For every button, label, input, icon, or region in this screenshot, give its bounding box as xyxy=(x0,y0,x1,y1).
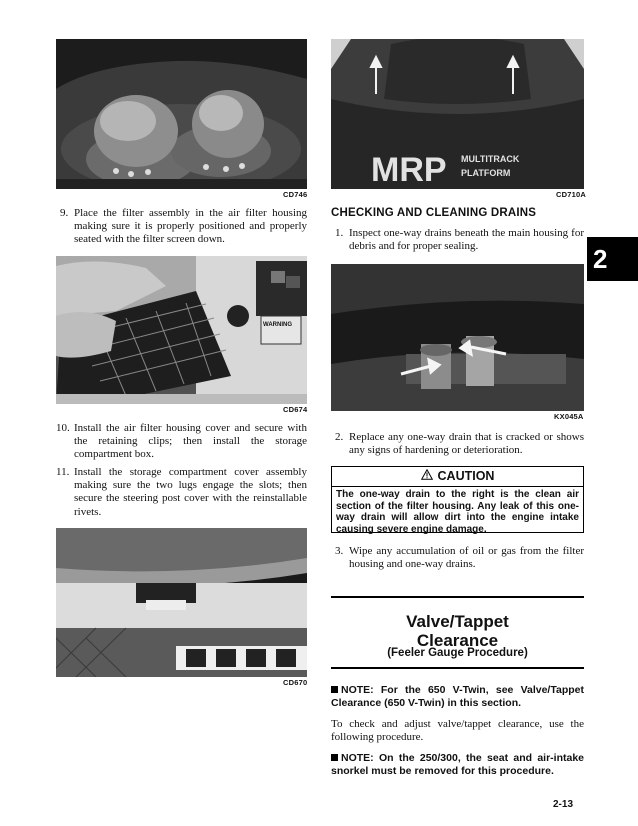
caution-box xyxy=(331,466,584,533)
figure-code: CD746 xyxy=(283,190,308,199)
drain-step-1 xyxy=(335,227,584,253)
black-square-bullet-icon xyxy=(331,754,338,761)
step-number: 2. xyxy=(335,431,344,443)
caution-header xyxy=(332,467,583,487)
section-title-line: Valve/Tappet xyxy=(406,612,509,631)
drain-step-2 xyxy=(335,431,584,457)
step-11 xyxy=(56,466,307,519)
mrp-logo-subtext: MULTITRACK xyxy=(461,154,520,164)
step-number: 1. xyxy=(335,227,344,239)
note-650-vtwin xyxy=(331,684,584,710)
caution-title: CAUTION xyxy=(437,469,495,483)
step-number: 3. xyxy=(335,545,344,557)
step-10 xyxy=(56,422,307,462)
photo-filter-caps xyxy=(56,39,307,189)
section-title xyxy=(331,612,584,650)
section-subtitle: (Feeler Gauge Procedure) xyxy=(387,647,528,659)
step-text: Install the air filter housing cover and secure with the retaining clips; then install the storage compartment box. xyxy=(74,422,307,461)
photo-storage-cover xyxy=(56,528,307,677)
step-text: Place the filter assembly in the air filter housing making sure it is properly positioned and properly seated with the filter screen down. xyxy=(74,207,307,246)
step-number: 11. xyxy=(56,466,70,478)
photo-mrp-housing xyxy=(331,39,584,189)
note-250-300 xyxy=(331,752,584,778)
page-number: 2-13 xyxy=(553,799,574,810)
step-number: 9. xyxy=(60,207,69,219)
figure-code: CD674 xyxy=(283,405,308,414)
figure-code: CD670 xyxy=(283,678,308,687)
note-text: NOTE: On the 250/300, the seat and air-intake snorkel must be removed for this procedure. xyxy=(331,752,584,777)
step-9 xyxy=(60,207,307,247)
step-text: Replace any one-way drain that is cracked or shows any signs of hardening or deterioration. xyxy=(349,431,584,457)
step-text: Wipe any accumulation of oil or gas from the filter housing and one-way drains. xyxy=(349,545,584,571)
drains-heading: CHECKING AND CLEANING DRAINS xyxy=(331,207,537,219)
step-number: 10. xyxy=(56,422,70,434)
step-text: Inspect one-way drains beneath the main housing for debris and for proper sealing. xyxy=(349,227,584,253)
caution-text: The one-way drain to the right is the clean air section of the filter housing. Any leak of this one-way drain will allow dirt into the engine intake causing severe engine damage. xyxy=(336,489,579,535)
mrp-logo-text: MRP xyxy=(371,151,447,189)
section-title-line: Clearance xyxy=(416,631,499,650)
figure-code: CD710A xyxy=(556,190,586,199)
black-square-bullet-icon xyxy=(331,686,338,693)
mrp-logo-subtext: PLATFORM xyxy=(461,168,511,178)
warning-triangle-icon xyxy=(421,467,433,486)
procedure-intro: To check and adjust valve/tappet clearance, use the following procedure. xyxy=(331,718,584,744)
chapter-tab: 2 xyxy=(587,237,638,281)
drain-step-3 xyxy=(335,545,584,571)
photo-filter-assembly xyxy=(56,256,307,404)
figure-code: KX045A xyxy=(554,412,584,421)
section-rule-bottom xyxy=(331,667,584,669)
section-rule-top xyxy=(331,596,584,598)
step-text: Install the storage compartment cover assembly making sure the two lugs engage the slots; then secure the steering post cover with the reinstallable rivets. xyxy=(74,466,307,518)
note-text: NOTE: For the 650 V-Twin, see Valve/Tappet Clearance (650 V-Twin) in this section. xyxy=(331,684,584,709)
photo-one-way-drains xyxy=(331,264,584,411)
warning-label: WARNING xyxy=(263,322,292,328)
